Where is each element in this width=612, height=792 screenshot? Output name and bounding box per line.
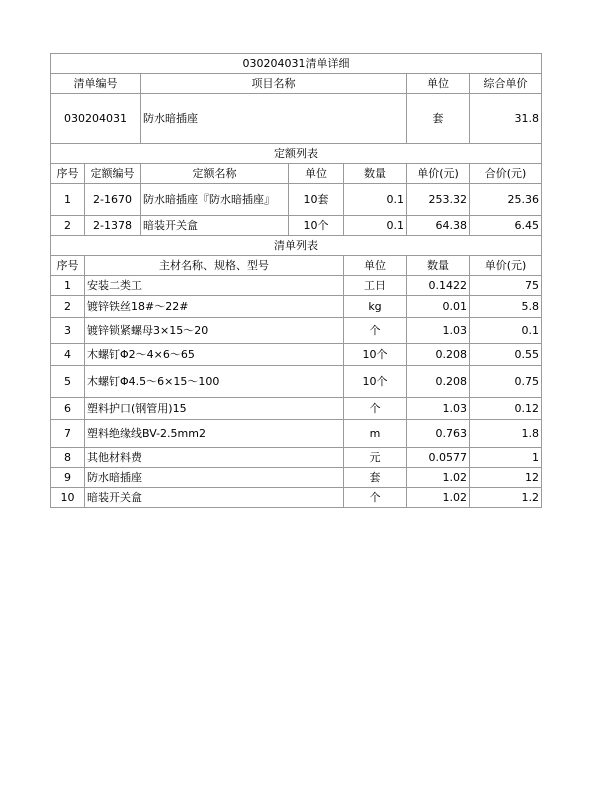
table-row [51,488,542,508]
quota-total: 6.45 [470,216,542,236]
material-name: 塑料护口(钢管用)15 [85,398,344,420]
quota-section-title: 定额列表 [51,144,542,164]
column-header: 单价(元) [407,164,470,184]
material-unit: 套 [344,468,407,488]
table-row [51,216,542,236]
column-header: 数量 [407,256,470,276]
column-header: 单位 [289,164,344,184]
table-row [51,276,542,296]
material-name: 镀锌锁紧螺母3×15～20 [85,318,344,344]
material-name: 镀锌铁丝18#～22# [85,296,344,318]
material-qty: 0.208 [407,366,470,398]
material-unit: m [344,420,407,448]
material-unit: 个 [344,488,407,508]
column-header: 主材名称、规格、型号 [85,256,344,276]
material-unit-price: 0.1 [470,318,542,344]
material-qty: 1.03 [407,318,470,344]
column-header: 序号 [51,164,85,184]
column-header: 数量 [344,164,407,184]
quota-code: 2-1670 [85,184,141,216]
material-unit-price: 5.8 [470,296,542,318]
material-unit: 个 [344,398,407,420]
row-number: 5 [51,366,85,398]
material-unit: 10个 [344,344,407,366]
quota-total: 25.36 [470,184,542,216]
material-qty: 1.02 [407,468,470,488]
quota-name: 防水暗插座『防水暗插座』 [141,184,289,216]
table-row [51,366,542,398]
quota-unit: 10套 [289,184,344,216]
table-row [51,318,542,344]
material-unit-price: 75 [470,276,542,296]
table-row [51,448,542,468]
quota-qty: 0.1 [344,184,407,216]
row-number: 1 [51,276,85,296]
material-unit: 个 [344,318,407,344]
material-qty: 1.03 [407,398,470,420]
material-unit-price: 1.8 [470,420,542,448]
material-unit: kg [344,296,407,318]
row-number: 9 [51,468,85,488]
materials-section-title: 清单列表 [51,236,542,256]
material-name: 其他材料费 [85,448,344,468]
table-row [51,420,542,448]
row-number: 7 [51,420,85,448]
bill-unit: 套 [407,94,470,144]
column-header: 定额名称 [141,164,289,184]
row-number: 2 [51,296,85,318]
table-row [51,344,542,366]
material-name: 木螺钉Φ2～4×6～65 [85,344,344,366]
material-name: 木螺钉Φ4.5～6×15～100 [85,366,344,398]
table-row [51,296,542,318]
column-header: 定额编号 [85,164,141,184]
material-qty: 1.02 [407,488,470,508]
row-number: 4 [51,344,85,366]
quota-unit: 10个 [289,216,344,236]
unit-header: 单位 [407,74,470,94]
quota-name: 暗装开关盒 [141,216,289,236]
material-unit-price: 0.12 [470,398,542,420]
material-name: 防水暗插座 [85,468,344,488]
bill-name: 防水暗插座 [141,94,407,144]
bill-price: 31.8 [470,94,542,144]
bill-detail-table [50,53,542,508]
material-name: 暗装开关盒 [85,488,344,508]
column-header: 序号 [51,256,85,276]
table-row [51,468,542,488]
row-number: 2 [51,216,85,236]
bill-code: 030204031 [51,94,141,144]
column-header: 单价(元) [470,256,542,276]
row-number: 8 [51,448,85,468]
row-number: 6 [51,398,85,420]
price-header: 综合单价 [470,74,542,94]
name-header: 项目名称 [141,74,407,94]
row-number: 10 [51,488,85,508]
table-title: 030204031清单详细 [51,54,542,74]
materials-header-row [51,256,542,276]
material-unit: 10个 [344,366,407,398]
quota-qty: 0.1 [344,216,407,236]
material-qty: 0.01 [407,296,470,318]
quota-unit-price: 253.32 [407,184,470,216]
material-unit: 工日 [344,276,407,296]
material-name: 安装二类工 [85,276,344,296]
material-unit: 元 [344,448,407,468]
table-row [51,398,542,420]
row-number: 3 [51,318,85,344]
material-unit-price: 0.75 [470,366,542,398]
material-unit-price: 1.2 [470,488,542,508]
table-row [51,184,542,216]
quota-unit-price: 64.38 [407,216,470,236]
column-header: 合价(元) [470,164,542,184]
materials-body [51,276,542,508]
material-qty: 0.1422 [407,276,470,296]
code-header: 清单编号 [51,74,141,94]
material-unit-price: 1 [470,448,542,468]
material-unit-price: 0.55 [470,344,542,366]
quota-code: 2-1378 [85,216,141,236]
column-header: 单位 [344,256,407,276]
material-name: 塑料绝缘线BV-2.5mm2 [85,420,344,448]
material-qty: 0.0577 [407,448,470,468]
row-number: 1 [51,184,85,216]
material-qty: 0.208 [407,344,470,366]
material-qty: 0.763 [407,420,470,448]
quota-header-row [51,164,542,184]
material-unit-price: 12 [470,468,542,488]
